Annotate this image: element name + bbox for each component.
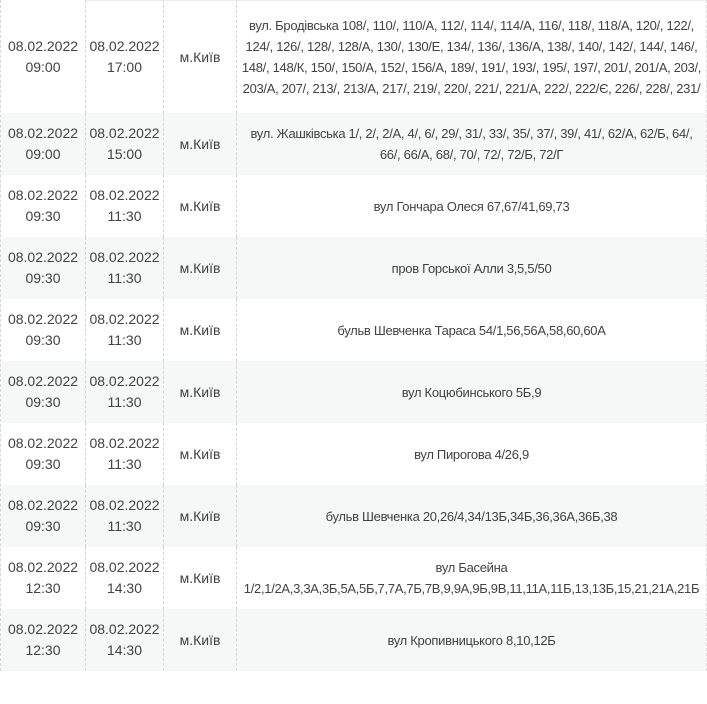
address-cell xyxy=(237,609,706,671)
end-date: 08.02.2022 xyxy=(89,187,160,203)
start-time: 09:30 xyxy=(25,332,61,348)
start-date: 08.02.2022 xyxy=(7,311,79,327)
table-row xyxy=(1,299,706,361)
table-row xyxy=(1,113,706,175)
start-date: 08.02.2022 xyxy=(7,249,79,265)
start-date: 08.02.2022 xyxy=(7,125,79,141)
start-date: 08.02.2022 xyxy=(7,559,79,575)
end-date: 08.02.2022 xyxy=(89,125,160,141)
start-date: 08.02.2022 xyxy=(7,187,79,203)
end-datetime-cell xyxy=(86,423,164,485)
start-datetime-cell xyxy=(1,485,86,547)
end-datetime-cell xyxy=(86,299,164,361)
end-datetime-cell xyxy=(86,547,164,609)
address-cell xyxy=(237,423,706,485)
address-cell xyxy=(237,175,706,237)
address-text: вул Пирогова 4/26,9 xyxy=(414,446,529,462)
end-time: 11:30 xyxy=(107,208,142,224)
region-cell xyxy=(164,175,237,237)
end-date: 08.02.2022 xyxy=(89,497,160,513)
region-cell xyxy=(164,299,237,361)
address-cell xyxy=(237,361,706,423)
start-time: 09:30 xyxy=(25,270,61,286)
end-date: 08.02.2022 xyxy=(89,373,160,389)
end-datetime-cell xyxy=(86,175,164,237)
end-date: 08.02.2022 xyxy=(89,311,160,327)
start-time: 09:30 xyxy=(25,208,61,224)
address-text: вул Гончара Олеся 67,67/41,69,73 xyxy=(373,198,570,214)
region-label: м.Київ xyxy=(179,383,221,400)
region-label: м.Київ xyxy=(179,569,221,586)
start-date: 08.02.2022 xyxy=(7,435,79,451)
address-cell xyxy=(237,113,706,175)
table-row xyxy=(1,237,706,299)
start-time: 09:30 xyxy=(25,394,61,410)
start-time: 09:30 xyxy=(25,456,61,472)
start-datetime-cell xyxy=(1,547,86,609)
address-cell xyxy=(237,547,706,609)
start-time: 09:00 xyxy=(25,58,61,75)
end-time: 11:30 xyxy=(107,270,142,286)
region-cell xyxy=(164,485,237,547)
end-time: 14:30 xyxy=(106,580,143,596)
end-datetime-cell xyxy=(86,361,164,423)
start-time: 09:30 xyxy=(25,518,61,534)
end-datetime-cell xyxy=(86,609,164,671)
end-time: 14:30 xyxy=(106,642,143,658)
address-cell xyxy=(237,237,706,299)
table-row xyxy=(1,0,706,113)
start-date: 08.02.2022 xyxy=(7,373,79,389)
region-label: м.Київ xyxy=(179,259,221,276)
region-cell xyxy=(164,547,237,609)
start-datetime-cell xyxy=(1,423,86,485)
region-cell xyxy=(164,609,237,671)
start-time: 12:30 xyxy=(25,642,61,658)
start-datetime-cell xyxy=(1,237,86,299)
address-text: пров Горської Алли 3,5,5/50 xyxy=(391,260,552,276)
region-cell xyxy=(164,361,237,423)
region-cell xyxy=(164,113,237,175)
table-row xyxy=(1,423,706,485)
end-datetime-cell xyxy=(86,113,164,175)
end-time: 11:30 xyxy=(107,456,142,472)
end-time: 15:00 xyxy=(106,146,143,162)
table-row xyxy=(1,547,706,609)
start-datetime-cell xyxy=(1,609,86,671)
end-time: 17:00 xyxy=(106,59,143,75)
start-date: 08.02.2022 xyxy=(7,497,79,513)
region-cell xyxy=(164,423,237,485)
start-datetime-cell xyxy=(1,361,86,423)
region-label: м.Київ xyxy=(179,48,221,65)
region-cell xyxy=(164,237,237,299)
table-row xyxy=(1,485,706,547)
end-time: 11:30 xyxy=(107,332,142,348)
address-cell xyxy=(237,299,706,361)
address-text: бульв Шевченка Тараса 54/1,56,56А,58,60,60А xyxy=(337,322,606,338)
table-row xyxy=(1,175,706,237)
start-datetime-cell xyxy=(1,175,86,237)
address-text: бульв Шевченка 20,26/4,34/13Б,34Б,36,36А,36Б,38 xyxy=(325,508,618,524)
end-datetime-cell xyxy=(86,485,164,547)
region-label: м.Київ xyxy=(179,321,221,338)
start-time: 09:00 xyxy=(25,146,61,162)
region-label: м.Київ xyxy=(179,445,221,462)
end-date: 08.02.2022 xyxy=(89,621,160,637)
address-text: вул Коцюбинського 5Б,9 xyxy=(401,384,542,400)
region-label: м.Київ xyxy=(179,507,221,524)
address-text: вул. Бродівська 108/, 110/, 110/А, 112/, 114/, 114/А, 116/, 118/, 118/А, 120/, 122/, 124/, 126/, 128/, 128/А, 130/, 130/Е, 134/, 136/, 136/А, 138/, 140/, 142/, 144/, 146/, 148/, 148/К, 150/, 150/А, 152/, 156/А, 189/, 191/, 193/, 195/, 197/, 201/, 201/А, 203/, 203/А, 207/, 213/, 213/А, 217/, 219/, 220/, 221/, 221/А, 222/, 222/Є, 226/, 228/, 231/ xyxy=(241,18,702,96)
end-date: 08.02.2022 xyxy=(89,559,160,575)
end-datetime-cell xyxy=(86,0,164,113)
end-date: 08.02.2022 xyxy=(89,249,160,265)
start-datetime-cell xyxy=(1,299,86,361)
end-time: 11:30 xyxy=(107,394,142,410)
end-date: 08.02.2022 xyxy=(89,38,160,54)
start-datetime-cell xyxy=(1,113,86,175)
table-row xyxy=(1,609,706,671)
region-label: м.Київ xyxy=(179,631,221,648)
region-label: м.Київ xyxy=(179,197,221,214)
end-datetime-cell xyxy=(86,237,164,299)
address-text: вул. Жашківська 1/, 2/, 2/А, 4/, 6/, 29/, 31/, 33/, 35/, 37/, 39/, 41/, 62/А, 62/Б, 64/, 66/, 66/А, 68/, 70/, 72/, 72/Б, 72/Г xyxy=(250,126,693,162)
start-date: 08.02.2022 xyxy=(7,37,79,54)
address-text: вул Кропивницького 8,10,12Б xyxy=(387,632,556,648)
end-time: 11:30 xyxy=(107,518,142,534)
address-cell xyxy=(237,485,706,547)
address-text: вул Басейна 1/2,1/2А,3,3А,3Б,5А,5Б,7,7А,7Б,7В,9,9А,9Б,9В,11,11А,11Б,13,13Б,15,21,21А,21Б xyxy=(243,560,700,596)
region-cell xyxy=(164,0,237,113)
address-cell xyxy=(237,0,706,113)
table-row xyxy=(1,361,706,423)
start-datetime-cell xyxy=(1,0,86,113)
end-date: 08.02.2022 xyxy=(89,435,160,451)
start-date: 08.02.2022 xyxy=(7,621,79,637)
start-time: 12:30 xyxy=(25,580,61,596)
region-label: м.Київ xyxy=(179,135,221,152)
